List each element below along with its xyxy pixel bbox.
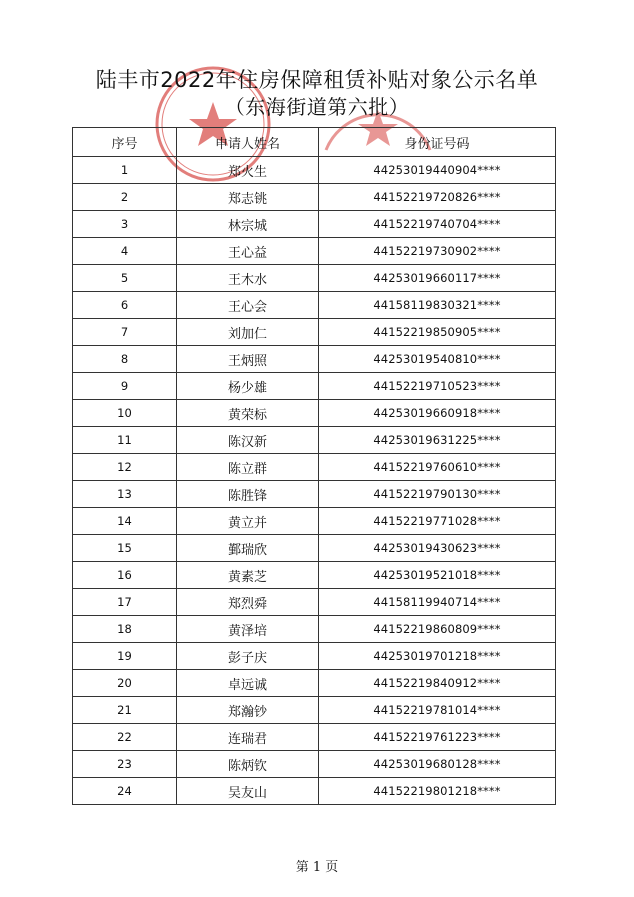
serial-cell: 5: [73, 265, 177, 292]
serial-cell: 12: [73, 454, 177, 481]
table-row: [73, 589, 556, 616]
table-row: [73, 346, 556, 373]
name-cell: 吴友山: [177, 778, 319, 805]
table-row: [73, 373, 556, 400]
serial-cell: 23: [73, 751, 177, 778]
serial-cell: 17: [73, 589, 177, 616]
id-number-cell: 44152219730902****: [319, 238, 556, 265]
serial-cell: 10: [73, 400, 177, 427]
id-number-cell: 44253019701218****: [319, 643, 556, 670]
serial-cell: 7: [73, 319, 177, 346]
id-number-cell: 44253019521018****: [319, 562, 556, 589]
name-cell: 黄泽培: [177, 616, 319, 643]
serial-cell: 6: [73, 292, 177, 319]
id-number-cell: 44158119940714****: [319, 589, 556, 616]
serial-cell: 14: [73, 508, 177, 535]
table-header-row: [73, 128, 556, 157]
document-subtitle: （东海街道第六批）: [224, 95, 410, 119]
id-number-cell: 44253019631225****: [319, 427, 556, 454]
name-cell: 彭子庆: [177, 643, 319, 670]
name-cell: 陈胜锋: [177, 481, 319, 508]
name-cell: 黄立并: [177, 508, 319, 535]
name-cell: 王心会: [177, 292, 319, 319]
name-cell: 郑瀚钞: [177, 697, 319, 724]
serial-cell: 2: [73, 184, 177, 211]
name-cell: 黄素芝: [177, 562, 319, 589]
table-row: [73, 211, 556, 238]
table-row: [73, 481, 556, 508]
table-row: [73, 400, 556, 427]
id-number-cell: 44152219760610****: [319, 454, 556, 481]
table-row: [73, 292, 556, 319]
table-row: [73, 184, 556, 211]
name-cell: 卓远诚: [177, 670, 319, 697]
name-cell: 郑志铫: [177, 184, 319, 211]
table-row: [73, 265, 556, 292]
table-row: [73, 616, 556, 643]
serial-cell: 19: [73, 643, 177, 670]
id-number-cell: 44152219850905****: [319, 319, 556, 346]
name-cell: 鄞瑞欣: [177, 535, 319, 562]
table-row: [73, 508, 556, 535]
id-number-cell: 44152219771028****: [319, 508, 556, 535]
table-row: [73, 697, 556, 724]
page-number: 第 1 页: [295, 860, 339, 875]
serial-cell: 18: [73, 616, 177, 643]
id-number-cell: 44158119830321****: [319, 292, 556, 319]
name-cell: 刘加仁: [177, 319, 319, 346]
serial-cell: 11: [73, 427, 177, 454]
serial-cell: 4: [73, 238, 177, 265]
table-row: [73, 319, 556, 346]
name-cell: 陈炳钦: [177, 751, 319, 778]
table-row: [73, 238, 556, 265]
name-cell: 王木水: [177, 265, 319, 292]
id-number-cell: 44152219781014****: [319, 697, 556, 724]
id-number-cell: 44253019660918****: [319, 400, 556, 427]
header-serial-number: 序号: [73, 128, 177, 157]
table-row: [73, 157, 556, 184]
header-id-number: 身份证号码: [319, 128, 556, 157]
id-number-cell: 44253019440904****: [319, 157, 556, 184]
table-row: [73, 751, 556, 778]
name-cell: 陈立群: [177, 454, 319, 481]
name-cell: 黄荣标: [177, 400, 319, 427]
serial-cell: 20: [73, 670, 177, 697]
serial-cell: 1: [73, 157, 177, 184]
name-cell: 林宗城: [177, 211, 319, 238]
id-number-cell: 44253019430623****: [319, 535, 556, 562]
serial-cell: 8: [73, 346, 177, 373]
table-row: [73, 535, 556, 562]
id-number-cell: 44152219710523****: [319, 373, 556, 400]
id-number-cell: 44152219840912****: [319, 670, 556, 697]
id-number-cell: 44152219860809****: [319, 616, 556, 643]
table-row: [73, 670, 556, 697]
id-number-cell: 44253019540810****: [319, 346, 556, 373]
id-number-cell: 44152219801218****: [319, 778, 556, 805]
id-number-cell: 44253019660117****: [319, 265, 556, 292]
name-cell: 连瑞君: [177, 724, 319, 751]
table-row: [73, 724, 556, 751]
id-number-cell: 44152219761223****: [319, 724, 556, 751]
serial-cell: 3: [73, 211, 177, 238]
name-cell: 王心益: [177, 238, 319, 265]
table-row: [73, 778, 556, 805]
table-row: [73, 427, 556, 454]
id-number-cell: 44253019680128****: [319, 751, 556, 778]
id-number-cell: 44152219790130****: [319, 481, 556, 508]
serial-cell: 21: [73, 697, 177, 724]
recipient-table: [72, 127, 556, 805]
name-cell: 郑火生: [177, 157, 319, 184]
name-cell: 郑烈舜: [177, 589, 319, 616]
header-applicant-name: 申请人姓名: [177, 128, 319, 157]
serial-cell: 24: [73, 778, 177, 805]
name-cell: 杨少雄: [177, 373, 319, 400]
id-number-cell: 44152219720826****: [319, 184, 556, 211]
table-row: [73, 643, 556, 670]
table-row: [73, 454, 556, 481]
serial-cell: 22: [73, 724, 177, 751]
name-cell: 王炳照: [177, 346, 319, 373]
id-number-cell: 44152219740704****: [319, 211, 556, 238]
serial-cell: 13: [73, 481, 177, 508]
table-body: [73, 157, 556, 805]
serial-cell: 15: [73, 535, 177, 562]
table-row: [73, 562, 556, 589]
document-title: 陆丰市2022年住房保障租赁补贴对象公示名单: [95, 68, 539, 92]
serial-cell: 9: [73, 373, 177, 400]
serial-cell: 16: [73, 562, 177, 589]
name-cell: 陈汉新: [177, 427, 319, 454]
